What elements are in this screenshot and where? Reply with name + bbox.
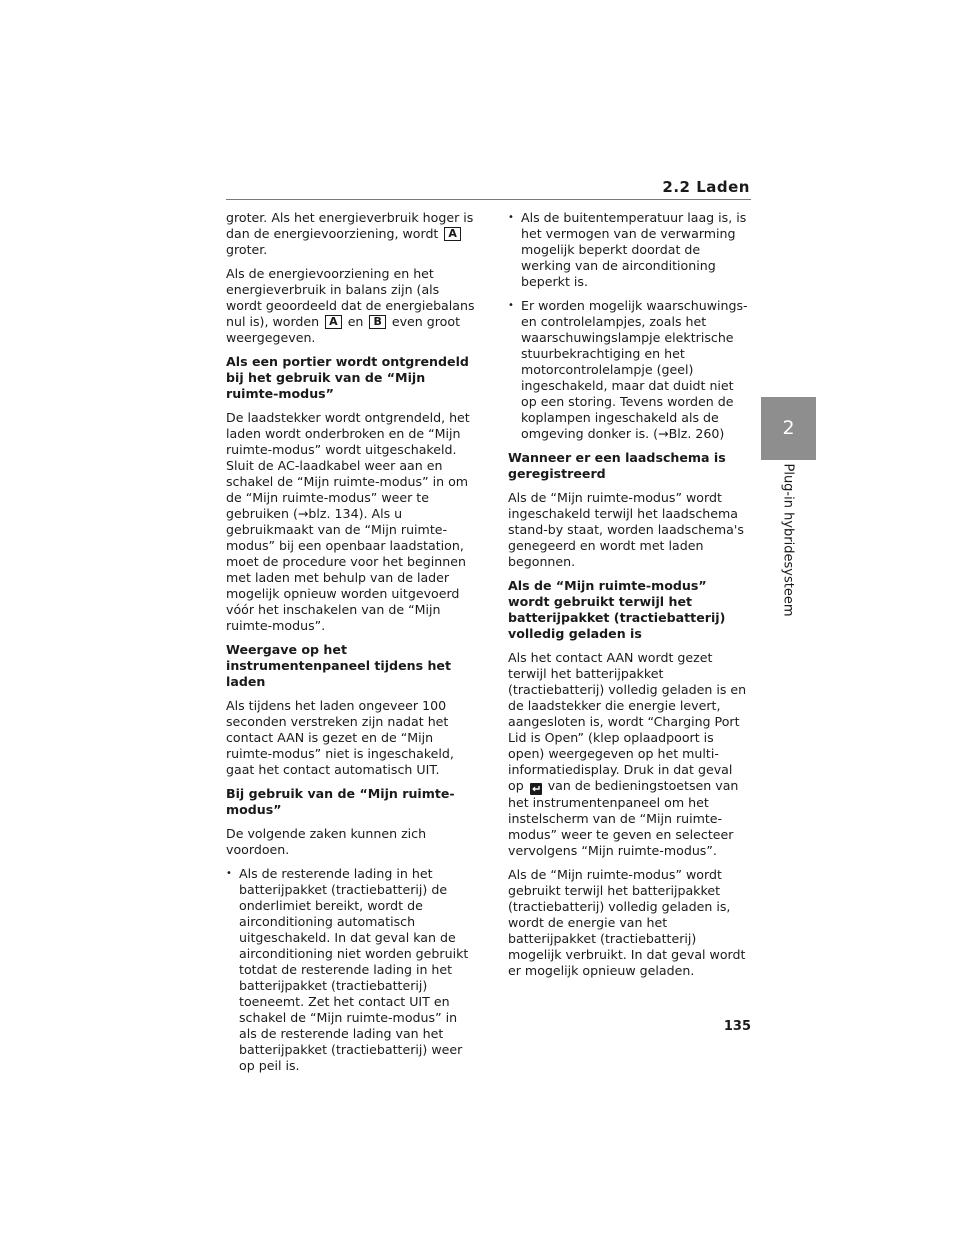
bullet-list <box>508 210 751 442</box>
key-a-badge: A <box>444 227 461 241</box>
page-number: 135 <box>723 1019 751 1034</box>
subheading: Weergave op het instrumentenpaneel tijdens het laden <box>226 642 451 689</box>
subheading: Wanneer er een laadschema is geregistreerd <box>508 450 726 481</box>
list-item: • Er worden mogelijk waarschuwings- en controlelampjes, zoals het waarschuwingslampje elektrische stuurbekrachtiging en het motorcontrolelampje (geel) ingeschakeld, maar dat duidt niet op een storing. Tevens worden de koplampen ingeschakeld als de omgeving donker is. (→Blz. 260) <box>508 298 751 442</box>
subheading: Bij gebruik van de “Mijn ruimte-modus” <box>226 786 455 817</box>
subheading: Als een portier wordt ontgrendeld bij het gebruik van de “Mijn ruimte-modus” <box>226 354 469 401</box>
paragraph: Als de energievoorziening en het energieverbruik in balans zijn (als wordt geoordeeld dat de energiebalans nul is), worden A en B even groot weergegeven. <box>226 266 475 345</box>
key-a-badge: A <box>325 315 342 329</box>
key-b-badge: B <box>369 315 385 329</box>
paragraph: De laadstekker wordt ontgrendeld, het laden wordt onderbroken en de “Mijn ruimte-modus” wordt uitgeschakeld. Sluit de AC-laadkabel weer aan en schakel de “Mijn ruimte-modus” in om de “Mijn ruimte-modus” weer te gebruiken (→blz. 134). Als u gebruikmaakt van de “Mijn ruimte-modus” bij een openbaar laadstation, moet de procedure voor het beginnen met laden met behulp van de lader mogelijk opnieuw worden uitgevoerd vóór het inschakelen van de “Mijn ruimte-modus”. <box>226 410 470 633</box>
subheading: Als de “Mijn ruimte-modus” wordt gebruikt terwijl het batterijpakket (tractiebatterij) volledig geladen is <box>508 578 726 641</box>
paragraph: De volgende zaken kunnen zich voordoen. <box>226 826 427 857</box>
header-rule <box>226 199 751 200</box>
right-column <box>508 210 751 987</box>
list-item: • Als de resterende lading in het batterijpakket (tractiebatterij) de onderlimiet bereikt, wordt de airconditioning automatisch uitgeschakeld. In dat geval kan de airconditioning niet worden gebruikt totdat de resterende lading in het batterijpakket (tractiebatterij) toeneemt. Zet het contact UIT en schakel de “Mijn ruimte-modus” in als de resterende lading van het batterijpakket (tractiebatterij) weer op peil is. <box>226 866 478 1074</box>
list-item: • Als de buitentemperatuur laag is, is het vermogen van de verwarming mogelijk beperkt doordat de werking van de airconditioning beperkt is. <box>508 210 751 290</box>
section-title: 2.2 Laden <box>662 178 750 196</box>
chapter-tab <box>761 397 816 460</box>
chapter-label: Plug-in hybridesysteem <box>780 463 796 617</box>
left-column <box>226 210 478 1082</box>
chapter-number: 2 <box>782 417 795 439</box>
paragraph: Als het contact AAN wordt gezet terwijl het batterijpakket (tractiebatterij) volledig geladen is en de laadstekker die energie levert, aangesloten is, wordt “Charging Port Lid is Open” (klep oplaadpoort is open) weergegeven op het multi-informatiedisplay. Druk in dat geval op van de bedieningstoetsen van het instrumentenpaneel om het instelscherm van de “Mijn ruimte-modus” weer te geven en selecteer vervolgens “Mijn ruimte-modus”. <box>508 650 747 858</box>
bullet-list <box>226 866 478 1074</box>
return-arrow-icon <box>530 783 542 795</box>
paragraph: Als de “Mijn ruimte-modus” wordt ingeschakeld terwijl het laadschema stand-by staat, worden laadschema's genegeerd en wordt met laden begonnen. <box>508 490 744 569</box>
paragraph: Als tijdens het laden ongeveer 100 seconden verstreken zijn nadat het contact AAN is gezet en de “Mijn ruimte-modus” niet is ingeschakeld, gaat het contact automatisch UIT. <box>226 698 454 777</box>
paragraph: Als de “Mijn ruimte-modus” wordt gebruikt terwijl het batterijpakket (tractiebatterij) volledig geladen is, wordt de energie van het batterijpakket (tractiebatterij) mogelijk verbruikt. In dat geval wordt er mogelijk opnieuw geladen. <box>508 867 746 978</box>
paragraph: groter. Als het energieverbruik hoger is dan de energievoorziening, wordt A groter. <box>226 210 474 257</box>
